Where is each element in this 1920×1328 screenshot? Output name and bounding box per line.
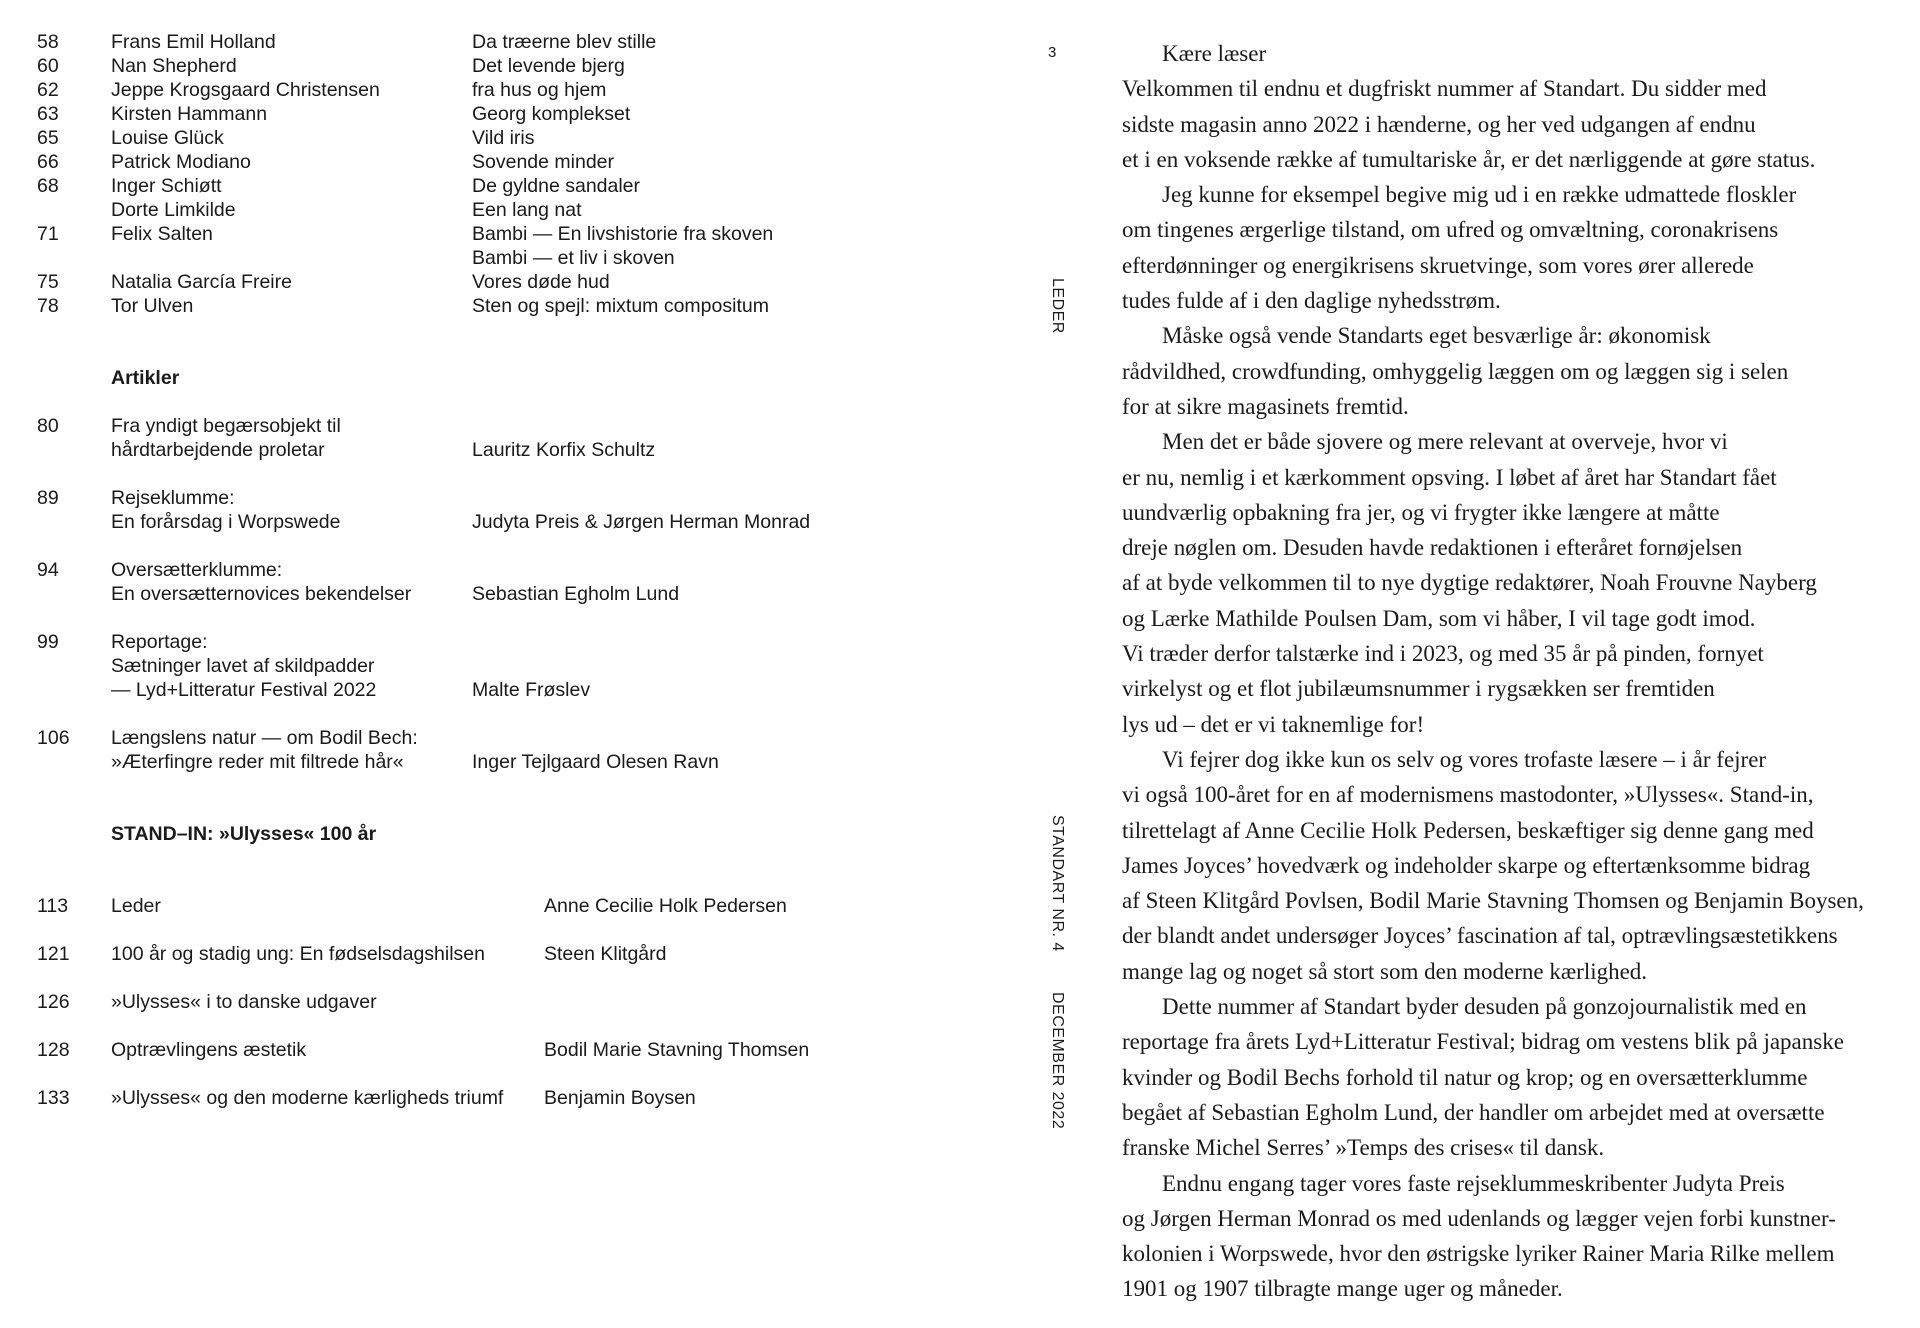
standin-title: Leder — [111, 895, 161, 917]
standin-title: »Ulysses« og den moderne kærligheds triumf — [111, 1087, 504, 1109]
standin-author: Benjamin Boysen — [544, 1087, 696, 1109]
letter-line: reportage fra årets Lyd+Litteratur Festival; bidrag om vestens blik på japanske — [1122, 1029, 1844, 1055]
standin-title: »Ulysses« i to danske udgaver — [111, 991, 377, 1013]
toc-title: Det levende bjerg — [472, 55, 625, 77]
articles-heading: Artikler — [111, 367, 180, 389]
toc-page-number: 65 — [37, 127, 59, 149]
article-author: Lauritz Korfix Schultz — [472, 439, 656, 461]
toc-title: fra hus og hjem — [472, 79, 607, 101]
toc-author: Natalia García Freire — [111, 271, 292, 293]
letter-line: 1901 og 1907 tilbragte mange uger og måneder. — [1122, 1276, 1563, 1302]
article-title-line: Reportage: — [111, 631, 208, 653]
article-title-line: — Lyd+Litteratur Festival 2022 — [111, 679, 377, 701]
toc-title: Da træerne blev stille — [472, 31, 657, 53]
letter-line: begået af Sebastian Egholm Lund, der handler om arbejdet med at oversætte — [1122, 1099, 1825, 1125]
letter-line: franske Michel Serres’ »Temps des crises« til dansk. — [1122, 1135, 1605, 1161]
letter-line: Vi træder derfor talstærke ind i 2023, og med 35 år på pinden, fornyet — [1122, 641, 1764, 667]
toc-author: Louise Glück — [111, 127, 224, 149]
toc-title: Vild iris — [472, 127, 535, 149]
toc-page-number: 62 — [37, 79, 59, 101]
letter-line: Men det er både sjovere og mere relevant at overveje, hvor vi — [1162, 429, 1728, 455]
toc-page-number: 80 — [37, 415, 59, 437]
standin-heading: STAND–IN: »Ulysses« 100 år — [111, 823, 377, 845]
toc-author: Kirsten Hammann — [111, 103, 268, 125]
toc-author: Jeppe Krogsgaard Christensen — [111, 79, 380, 101]
letter-line: af at byde velkommen til to nye dygtige redaktører, Noah Frouvne Nayberg — [1122, 570, 1817, 596]
article-title-line: Længslens natur — om Bodil Bech: — [111, 727, 418, 749]
letter-line: rådvildhed, crowdfunding, omhyggelig læggen om og læggen sig i selen — [1122, 358, 1789, 384]
section-running-head: LEDER — [1049, 278, 1066, 334]
issue-date-running-head: DECEMBER 2022 — [1049, 992, 1066, 1130]
article-author: Judyta Preis & Jørgen Herman Monrad — [472, 511, 811, 533]
letter-line: og Jørgen Herman Monrad os med udenlands og lægger vejen forbi kunstner- — [1122, 1205, 1836, 1231]
toc-author: Patrick Modiano — [111, 151, 251, 173]
article-title-line: hårdtarbejdende proletar — [111, 439, 325, 461]
toc-page-number: 128 — [37, 1039, 70, 1061]
standin-author: Steen Klitgård — [544, 943, 667, 965]
letter-line: virkelyst og et flot jubilæumsnummer i rygsækken ser fremtiden — [1122, 676, 1715, 702]
toc-title: Vores døde hud — [472, 271, 610, 293]
toc-page-number: 113 — [37, 895, 69, 917]
article-author: Inger Tejlgaard Olesen Ravn — [472, 751, 719, 773]
toc-page-number: 89 — [37, 487, 59, 509]
toc-page-number: 106 — [37, 727, 70, 749]
toc-title: Sten og spejl: mixtum compositum — [472, 295, 769, 317]
toc-author: Felix Salten — [111, 223, 213, 245]
toc-page-number: 66 — [37, 151, 59, 173]
toc-page-number: 126 — [37, 991, 70, 1013]
standin-author: Bodil Marie Stavning Thomsen — [544, 1039, 810, 1061]
letter-line: uundværlig opbakning fra jer, og vi frygter ikke længere at måtte — [1122, 499, 1720, 525]
toc-page-number: 75 — [37, 271, 59, 293]
letter-line: Endnu engang tager vores faste rejseklummeskribenter Judyta Preis — [1162, 1170, 1785, 1196]
toc-page-number: 94 — [37, 559, 59, 581]
toc-title: Een lang nat — [472, 199, 582, 221]
article-title-line: En oversætternovices bekendelser — [111, 583, 412, 605]
letter-line: mange lag og noget så stort som den moderne kærlighed. — [1122, 958, 1648, 984]
letter-line: tudes fulde af i den daglige nyhedsstrøm. — [1122, 288, 1501, 314]
standin-title: 100 år og stadig ung: En fødselsdagshilsen — [111, 943, 485, 965]
article-author: Sebastian Egholm Lund — [472, 583, 680, 605]
article-title-line: »Æterfingre reder mit filtrede hår« — [111, 751, 404, 773]
toc-title: De gyldne sandaler — [472, 175, 641, 197]
letter-line: af Steen Klitgård Povlsen, Bodil Marie Stavning Thomsen og Benjamin Boysen, — [1122, 888, 1864, 914]
toc-author: Tor Ulven — [111, 295, 194, 317]
magazine-running-head: STANDART NR. 4 — [1049, 815, 1066, 952]
toc-author: Frans Emil Holland — [111, 31, 276, 53]
toc-title: Sovende minder — [472, 151, 615, 173]
standin-title: Optrævlingens æstetik — [111, 1039, 307, 1061]
letter-line: der blandt andet undersøger Joyces’ fascination af tal, optrævlingsæstetikkens — [1122, 923, 1838, 949]
toc-page-number: 63 — [37, 103, 59, 125]
letter-line: efterdønninger og energikrisens skruetvinge, som vores ører allerede — [1122, 252, 1754, 278]
toc-page-number: 68 — [37, 175, 59, 197]
letter-line: James Joyces’ hovedværk og indeholder skarpe og eftertænksomme bidrag — [1122, 852, 1811, 878]
letter-line: vi også 100-året for en af modernismens mastodonter, »Ulysses«. Stand-in, — [1122, 782, 1814, 808]
toc-page-number: 121 — [37, 943, 70, 965]
letter-line: sidste magasin anno 2022 i hænderne, og her ved udgangen af endnu — [1122, 111, 1756, 137]
toc-page-number: 58 — [37, 31, 59, 53]
article-title-line: Rejseklumme: — [111, 487, 235, 509]
letter-line: dreje nøglen om. Desuden havde redaktionen i efteråret fornøjelsen — [1122, 535, 1743, 561]
letter-line: tilrettelagt af Anne Cecilie Holk Pedersen, beskæftiger sig denne gang med — [1122, 817, 1814, 843]
toc-page-number: 99 — [37, 631, 59, 653]
article-author: Malte Frøslev — [472, 679, 591, 701]
article-title-line: Sætninger lavet af skildpadder — [111, 655, 375, 677]
article-title-line: En forårsdag i Worpswede — [111, 511, 341, 533]
letter-line: om tingenes ærgerlige tilstand, om ufred og omvæltning, coronakrisens — [1122, 217, 1779, 243]
editorial-letter — [1122, 36, 1902, 1307]
letter-line: for at sikre magasinets fremtid. — [1122, 393, 1409, 419]
toc-title: Bambi — En livshistorie fra skoven — [472, 223, 774, 245]
letter-line: kolonien i Worpswede, hvor den østrigske lyriker Rainer Maria Rilke mellem — [1122, 1241, 1835, 1267]
page-number: 3 — [1048, 44, 1057, 61]
letter-line: Jeg kunne for eksempel begive mig ud i en række udmattede floskler — [1162, 182, 1797, 208]
letter-line: er nu, nemlig i et kærkomment opsving. I løbet af året har Standart fået — [1122, 464, 1777, 490]
toc-page-number: 133 — [37, 1087, 70, 1109]
toc-author: Nan Shepherd — [111, 55, 237, 77]
letter-line: Dette nummer af Standart byder desuden på gonzojournalistik med en — [1162, 994, 1807, 1020]
letter-line: et i en voksende række af tumultariske år, er det nærliggende at gøre status. — [1122, 146, 1816, 172]
letter-line: Velkommen til endnu et dugfriskt nummer af Standart. Du sidder med — [1122, 76, 1767, 102]
letter-salutation: Kære læser — [1162, 41, 1267, 66]
letter-line: lys ud – det er vi taknemlige for! — [1122, 711, 1425, 737]
article-title-line: Fra yndigt begærsobjekt til — [111, 415, 341, 437]
toc-author: Inger Schiøtt — [111, 175, 222, 197]
article-title-line: Oversætterklumme: — [111, 559, 283, 581]
letter-line: Måske også vende Standarts eget besværlige år: økonomisk — [1162, 323, 1711, 349]
toc-page-number: 78 — [37, 295, 59, 317]
letter-line: og Lærke Mathilde Poulsen Dam, som vi håber, I vil tage godt imod. — [1122, 605, 1756, 631]
toc-title: Bambi — et liv i skoven — [472, 247, 675, 269]
letter-line: kvinder og Bodil Bechs forhold til natur og krop; og en oversætterklumme — [1122, 1064, 1808, 1090]
toc-page-number: 71 — [37, 223, 59, 245]
toc-title: Georg komplekset — [472, 103, 631, 125]
toc-author: Dorte Limkilde — [111, 199, 236, 221]
letter-line: Vi fejrer dog ikke kun os selv og vores trofaste læsere – i år fejrer — [1162, 746, 1767, 772]
toc-page-number: 60 — [37, 55, 59, 77]
standin-author: Anne Cecilie Holk Pedersen — [544, 895, 787, 917]
